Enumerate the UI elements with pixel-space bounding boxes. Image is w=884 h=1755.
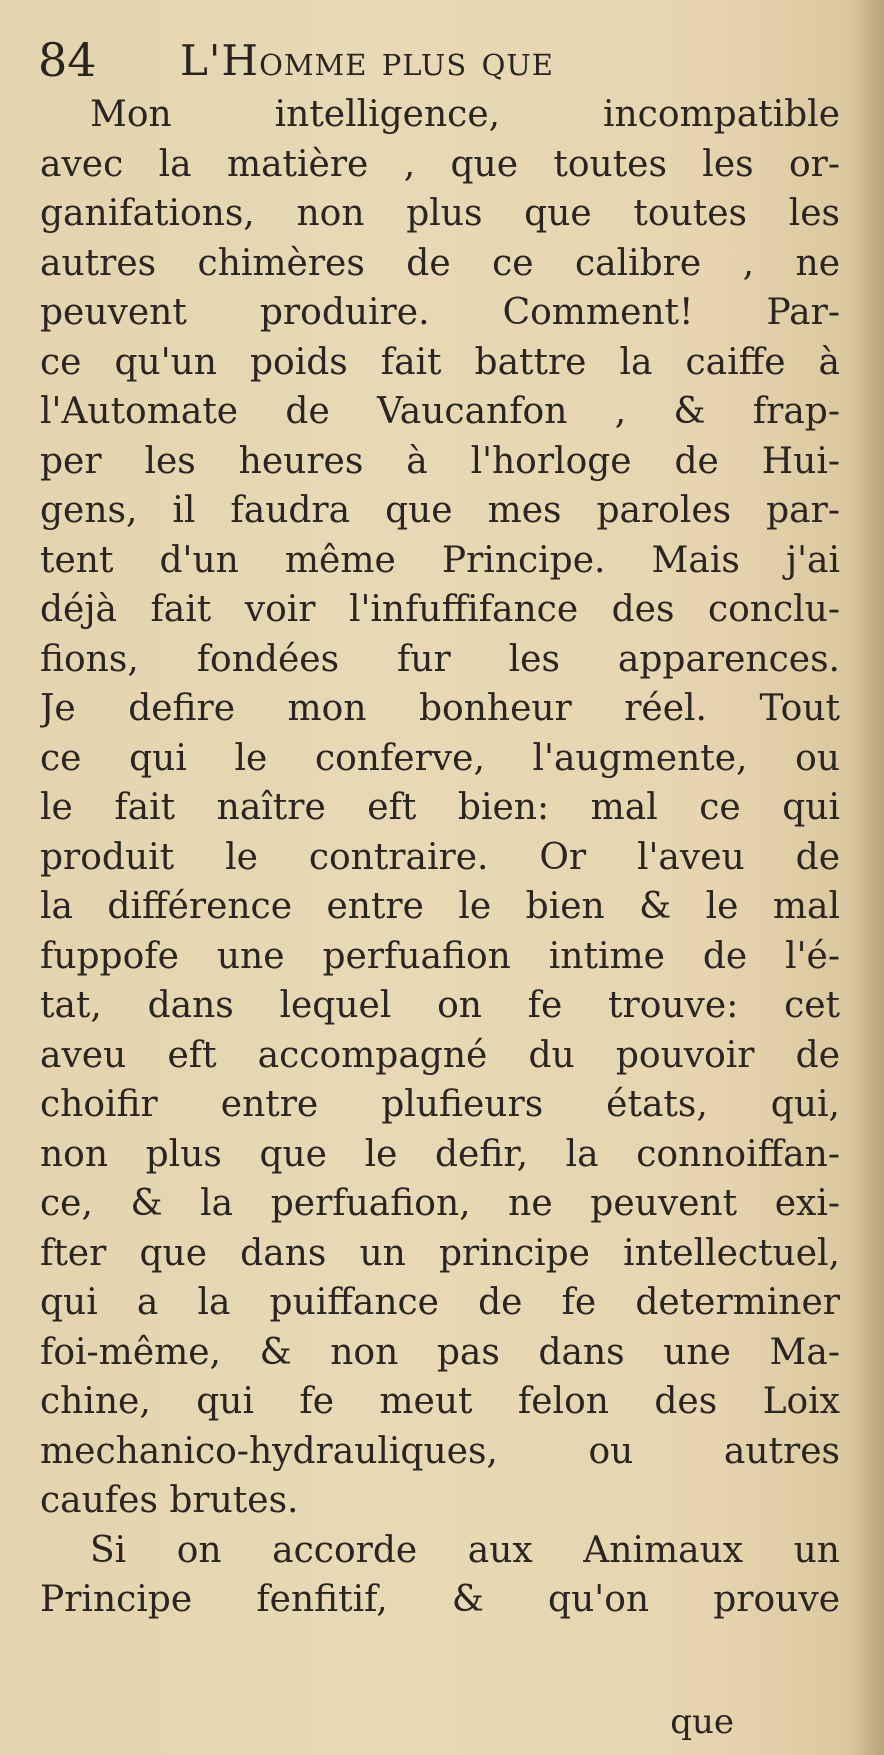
text-line: ganifations, non plus que toutes les bbox=[40, 193, 840, 234]
text-line: aveu eft accompagné du pouvoir de bbox=[40, 1034, 840, 1076]
text-line: tat, dans lequel on fe trouve: cet bbox=[40, 985, 840, 1026]
text-line: l'Automate de Vaucanfon , & frap- bbox=[40, 391, 840, 432]
page-edge-shadow bbox=[850, 0, 884, 1755]
text-line: caufes brutes. bbox=[40, 1480, 299, 1521]
text-line: déjà fait voir l'infuffifance des conclu- bbox=[40, 589, 840, 630]
running-title: L'Homme plus que bbox=[180, 36, 554, 85]
text-line: fions, fondées fur les apparences. bbox=[40, 638, 840, 680]
text-line: Si on accorde aux Animaux un bbox=[90, 1529, 840, 1571]
page-header bbox=[38, 30, 838, 90]
text-line: Principe fenfitif, & qu'on prouve bbox=[40, 1579, 840, 1620]
text-line: fuppofe une perfuafion intime de l'é- bbox=[40, 935, 840, 977]
text-line: Mon intelligence, incompatible bbox=[90, 94, 840, 135]
text-line: ce qui le conferve, l'augmente, ou bbox=[40, 737, 840, 779]
text-line: produit le contraire. Or l'aveu de bbox=[40, 836, 840, 878]
text-line: qui a la puiffance de fe determiner bbox=[40, 1282, 840, 1323]
text-line: ce, & la perfuafion, ne peuvent exi- bbox=[40, 1183, 840, 1224]
text-line: peuvent produire. Comment! Par- bbox=[40, 292, 840, 333]
page-number: 84 bbox=[38, 33, 97, 87]
text-line: avec la matière , que toutes les or- bbox=[40, 143, 840, 185]
text-line: fter que dans un principe intellectuel, bbox=[40, 1232, 840, 1274]
text-line: la différence entre le bien & le mal bbox=[40, 886, 840, 927]
catchword: que bbox=[670, 1702, 734, 1742]
text-line: chine, qui fe meut felon des Loix bbox=[40, 1381, 840, 1422]
text-line: Je defire mon bonheur réel. Tout bbox=[40, 688, 840, 729]
text-line: per les heures à l'horloge de Hui- bbox=[40, 440, 840, 482]
text-line: tent d'un même Principe. Mais j'ai bbox=[40, 539, 840, 581]
text-line: ce qu'un poids fait battre la caiffe à bbox=[40, 341, 840, 383]
text-line: non plus que le defir, la connoiffan- bbox=[40, 1133, 840, 1175]
text-line: foi-même, & non pas dans une Ma- bbox=[40, 1331, 840, 1373]
body-text bbox=[40, 90, 840, 1625]
text-line: autres chimères de ce calibre , ne bbox=[40, 242, 840, 284]
text-line: mechanico-hydrauliques, ou autres bbox=[40, 1430, 840, 1472]
text-line: le fait naître eft bien: mal ce qui bbox=[40, 787, 840, 828]
text-line: choifir entre plufieurs états, qui, bbox=[40, 1084, 840, 1125]
text-line: gens, il faudra que mes paroles par- bbox=[40, 490, 840, 531]
